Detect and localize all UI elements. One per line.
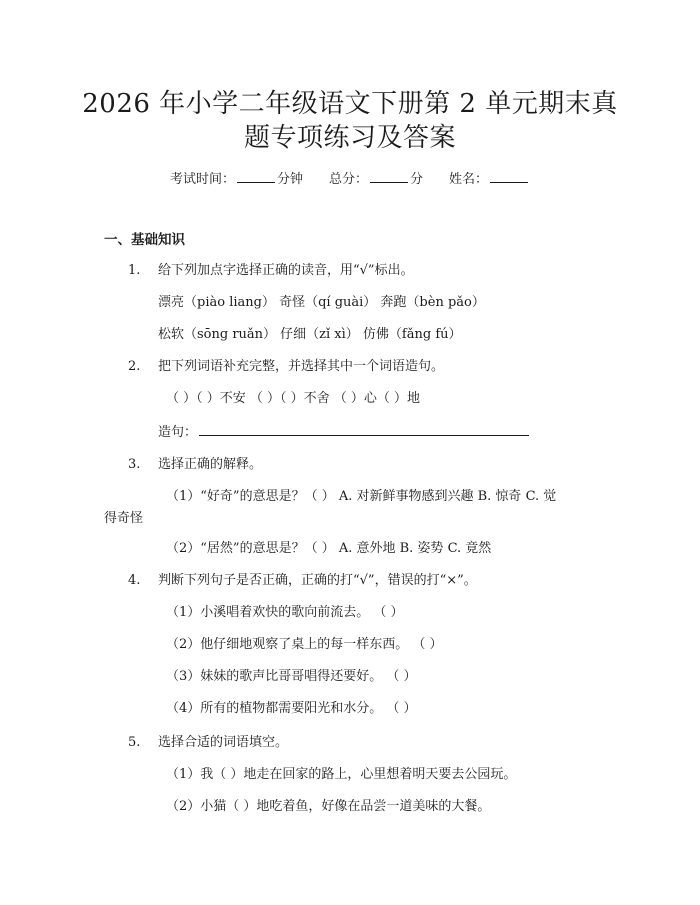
question-text: 选择合适的词语填空。 xyxy=(158,735,289,750)
exam-time-blank[interactable] xyxy=(237,170,275,183)
question-text: 给下列加点字选择正确的读音，用“√”标出。 xyxy=(158,263,414,278)
total-score-label: 总分： xyxy=(328,172,368,187)
exam-time-label: 考试时间： xyxy=(169,172,235,187)
question-number: 3. xyxy=(128,457,141,472)
question-line: 得奇怪 xyxy=(104,511,144,526)
question-line: 松软（sōng ruǎn） 仔细（zǐ xì） 仿佛（fǎng fú） xyxy=(158,327,462,342)
question-number: 4. xyxy=(128,573,141,588)
exam-time xyxy=(170,168,303,187)
question-line: （1）我（ ）地走在回家的路上，心里想着明天要去公园玩。 xyxy=(166,767,517,782)
total-score xyxy=(329,168,423,187)
section-heading: 一、基础知识 xyxy=(104,232,185,248)
question-line: （2）他仔细地观察了桌上的每一样东西。 （ ） xyxy=(166,637,443,652)
question-text: 把下列词语补充完整，并选择其中一个词语造句。 xyxy=(158,359,445,374)
page-title-line-2: 题专项练习及答案 xyxy=(243,123,456,153)
question-number: 1. xyxy=(128,263,141,278)
total-score-blank[interactable] xyxy=(370,170,408,183)
student-name-label: 姓名： xyxy=(449,172,489,187)
question-line: （4）所有的植物都需要阳光和水分。 （ ） xyxy=(166,701,417,716)
question-number: 2. xyxy=(128,359,141,374)
question-line: （1）“好奇”的意思是？（ ） A. 对新鲜事物感到兴趣 B. 惊奇 C. 觉 xyxy=(166,489,557,504)
sentence-label: 造句： xyxy=(158,425,198,440)
student-name-blank[interactable] xyxy=(490,170,528,183)
student-name xyxy=(449,168,530,187)
exam-time-unit: 分钟 xyxy=(276,172,303,187)
question-line: （ ）（ ）不安 （ ）（ ）不舍 （ ）心（ ）地 xyxy=(166,391,421,406)
question-number: 5. xyxy=(128,735,141,750)
question-line: 漂亮（piào liang） 奇怪（qí guài） 奔跑（bèn pǎo） xyxy=(158,295,485,310)
question-line: （2）“居然”的意思是？（ ） A. 意外地 B. 姿势 C. 竟然 xyxy=(166,541,492,556)
question-line: （2）小猫（ ）地吃着鱼，好像在品尝一道美味的大餐。 xyxy=(166,799,491,814)
sentence-blank[interactable] xyxy=(199,422,529,436)
page-title-line-1: 2026 年小学二年级语文下册第 2 单元期末真 xyxy=(82,89,618,119)
question-text: 判断下列句子是否正确，正确的打“√”，错误的打“×”。 xyxy=(158,573,477,588)
question-text: 选择正确的解释。 xyxy=(158,457,263,472)
sentence-row xyxy=(158,422,529,442)
total-score-unit: 分 xyxy=(410,172,424,187)
question-line: （3）妹妹的歌声比哥哥唱得还要好。 （ ） xyxy=(166,669,417,684)
exam-meta xyxy=(0,168,700,187)
question-line: （1）小溪唱着欢快的歌向前流去。 （ ） xyxy=(166,605,404,620)
